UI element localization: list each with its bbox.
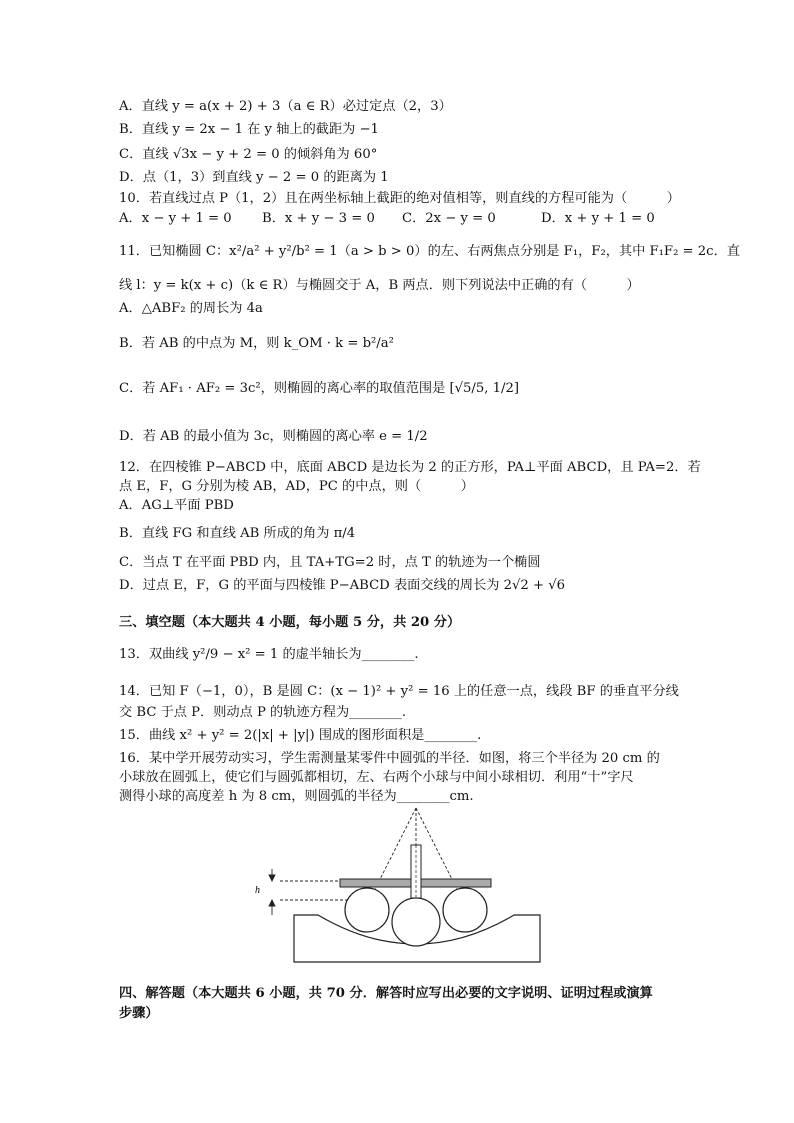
q11-option-b: B．若 AB 的中点为 M，则 k_OM · k = b²/a² [119, 336, 394, 351]
question-15: 15．曲线 x² + y² = 2(|x| + |y|) 围成的图形面积是________. [119, 728, 482, 743]
q12-option-c: C．当点 T 在平面 PBD 内，且 TA+TG=2 时，点 T 的轨迹为一个椭圆 [119, 555, 541, 570]
q10-option-b: B．x + y − 3 = 0 [262, 211, 375, 226]
arc-measurement-figure [250, 805, 550, 970]
q12-option-b: B．直线 FG 和直线 AB 所成的角为 π/4 [119, 526, 356, 541]
question-12-line2: 点 E，F，G 分别为棱 AB，AD，PC 的中点，则（ ） [119, 479, 474, 494]
section-4-heading-line1: 四、解答题（本大题共 6 小题，共 70 分．解答时应写出必要的文字说明、证明过程或演算 [119, 986, 653, 1001]
q10-option-a: A．x − y + 1 = 0 [119, 211, 232, 226]
q11-option-c: C．若 AF₁ · AF₂ = 3c²，则椭圆的离心率的取值范围是 [√5/5, 1/2] [119, 381, 519, 396]
question-14-line2: 交 BC 于点 P．则动点 P 的轨迹方程为________. [119, 705, 407, 720]
question-16-line3: 测得小球的高度差 h 为 8 cm，则圆弧的半径为________cm. [119, 789, 474, 804]
question-16-line2: 小球放在圆弧上，使它们与圆弧都相切，左、右两个小球与中间小球相切．利用“十”字尺 [119, 770, 634, 785]
q12-option-d: D．过点 E，F，G 的平面与四棱锥 P−ABCD 表面交线的周长为 2√2 + √6 [119, 578, 566, 593]
h-label: h [255, 885, 260, 896]
question-12-line1: 12．在四棱锥 P−ABCD 中，底面 ABCD 是边长为 2 的正方形，PA⊥平面 ABCD，且 PA=2．若 [119, 460, 701, 475]
q11-option-d: D．若 AB 的最小值为 3c，则椭圆的离心率 e = 1/2 [119, 429, 428, 444]
question-11-line1: 11．已知椭圆 C：x²/a² + y²/b² = 1（a > b > 0）的左、右两焦点分别是 F₁，F₂，其中 F₁F₂ = 2c．直 [119, 244, 740, 259]
question-10: 10．若直线过点 P（1，2）且在两坐标轴上截距的绝对值相等，则直线的方程可能为（ ） [119, 191, 680, 206]
question-11-line2: 线 l：y = k(x + c)（k ∈ R）与椭圆交于 A，B 两点．则下列说法中正确的有（ ） [119, 278, 640, 293]
section-4-heading-line2: 步骤） [119, 1006, 159, 1021]
q12-option-a: A．AG⊥平面 PBD [119, 498, 234, 513]
q10-option-d: D．x + y + 1 = 0 [541, 211, 655, 226]
q11-option-a: A．△ABF₂ 的周长为 4a [119, 301, 263, 316]
option-b-line: B．直线 y = 2x − 1 在 y 轴上的截距为 −1 [119, 122, 379, 137]
section-3-heading: 三、填空题（本大题共 4 小题，每小题 5 分，共 20 分） [119, 615, 461, 630]
question-13: 13．双曲线 y²/9 − x² = 1 的虚半轴长为________. [119, 647, 419, 662]
question-14-line1: 14．已知 F（−1，0），B 是圆 C：(x − 1)² + y² = 16 上的任意一点，线段 BF 的垂直平分线 [119, 684, 679, 699]
option-d-line: D．点（1，3）到直线 y − 2 = 0 的距离为 1 [119, 170, 389, 185]
q10-option-c: C．2x − y = 0 [402, 211, 496, 226]
option-c-line: C．直线 √3x − y + 2 = 0 的倾斜角为 60° [119, 147, 378, 162]
question-16-line1: 16．某中学开展劳动实习，学生需测量某零件中圆弧的半径．如图，将三个半径为 20 cm 的 [119, 751, 660, 766]
option-a-line: A．直线 y = a(x + 2) + 3（a ∈ R）必过定点（2，3） [119, 99, 452, 114]
